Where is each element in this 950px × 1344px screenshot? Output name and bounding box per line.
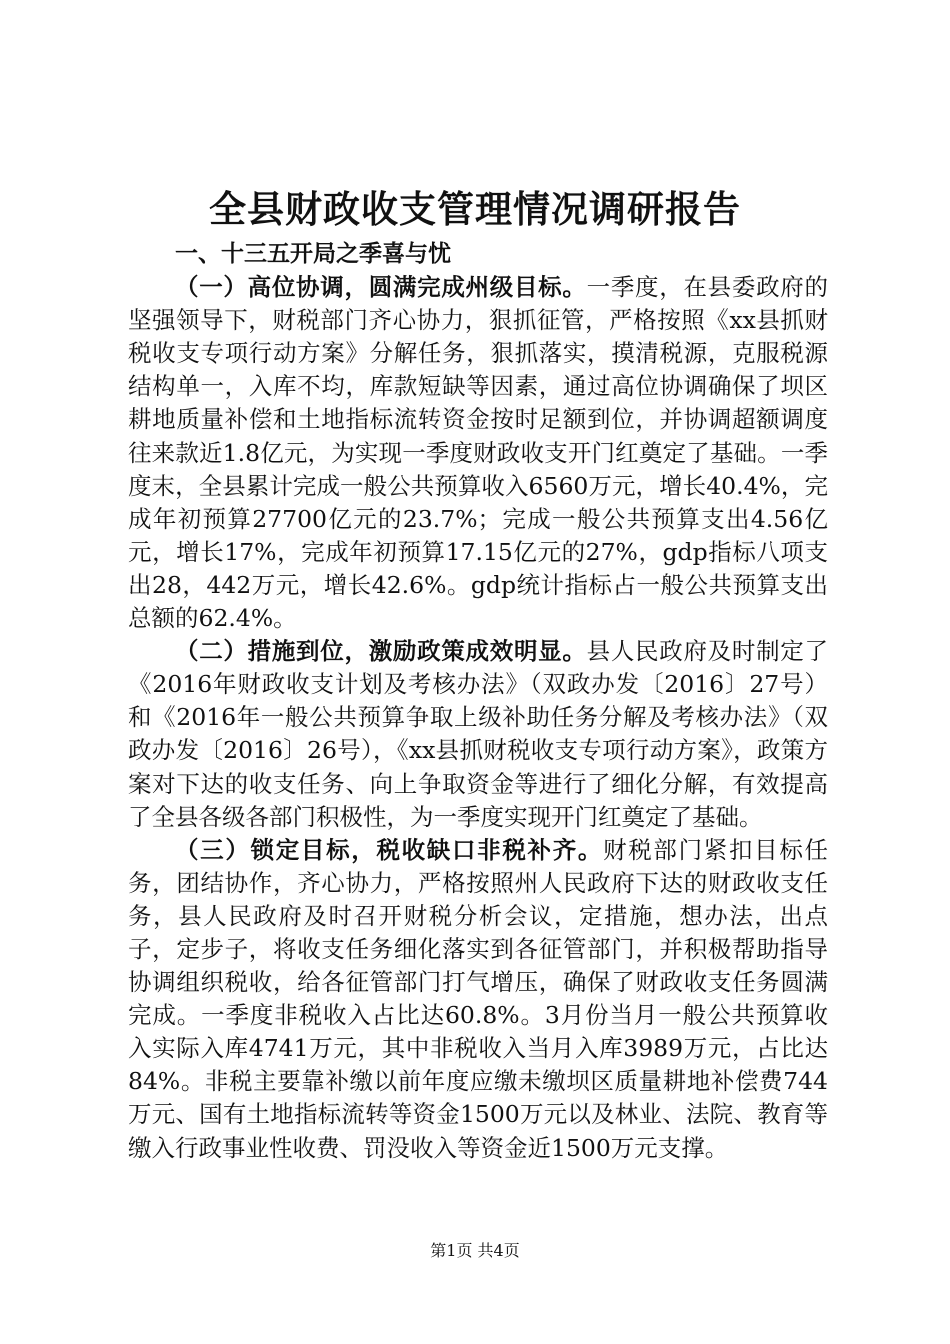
paragraph-2-body: 县人民政府及时制定了《2016年财政收支计划及考核办法》（双政办发〔2016〕27号）和《2016年一般公共预算争取上级补助任务分解及考核办法》（双政办发〔2016〕26号），《xx县抓财税收支专项行动方案》，政策方案对下达的收支任务、向上争取资金等进行了细化分解，有效提高了全县各级各部门积极性，为一季度实现开门红奠定了基础。: [128, 637, 829, 831]
paragraph-1-body: 一季度，在县委政府的坚强领导下，财税部门齐心协力，狠抓征管，严格按照《xx县抓财税收支专项行动方案》分解任务，狠抓落实，摸清税源，克服税源结构单一，入库不均，库款短缺等因素，通过高位协调确保了坝区耕地质量补偿和土地指标流转资金按时足额到位，并协调超额调度往来款近1.8亿元，为实现一季度财政收支开门红奠定了基础。一季度末，全县累计完成一般公共预算收入6560万元，增长40.4%，完成年初预算27700亿元的23.7%；完成一般公共预算支出4.56亿元，增长17%，完成年初预算17.15亿元的27%，gdp指标八项支出28，442万元，增长42.6%。gdp统计指标占一般公共预算支出总额的62.4%。: [128, 273, 829, 633]
document-body: [128, 238, 828, 1165]
paragraph-2: [128, 635, 828, 834]
document-title: 全县财政收支管理情况调研报告: [209, 187, 741, 231]
paragraph-3-body: 财税部门紧扣目标任务，团结协作，齐心协力，严格按照州人民政府下达的财政收支任务，县人民政府及时召开财税分析会议，定措施，想办法，出点子，定步子，将收支任务细化落实到各征管部门，并积极帮助指导协调组织税收，给各征管部门打气增压，确保了财政收支任务圆满完成。一季度非税收入占比达60.8%。3月份当月一般公共预算收入实际入库4741万元，其中非税收入当月入库3989万元，占比达84%。非税主要靠补缴以前年度应缴未缴坝区质量耕地补偿费744万元、国有土地指标流转等资金1500万元以及林业、法院、教育等缴入行政事业性收费、罚没收入等资金近1500万元支撑。: [128, 835, 829, 1162]
paragraph-1: [128, 271, 828, 635]
section-heading: 一、十三五开局之季喜与忧: [175, 241, 451, 267]
page-footer: 第1页 共4页: [430, 1241, 520, 1260]
paragraph-2-lead: （二）措施到位，激励政策成效明显。: [175, 637, 587, 666]
paragraph-3: [128, 834, 828, 1165]
paragraph-1-lead: （一）高位协调，圆满完成州级目标。: [175, 273, 587, 302]
paragraph-3-lead: （三）锁定目标，税收缺口非税补齐。: [175, 835, 604, 864]
